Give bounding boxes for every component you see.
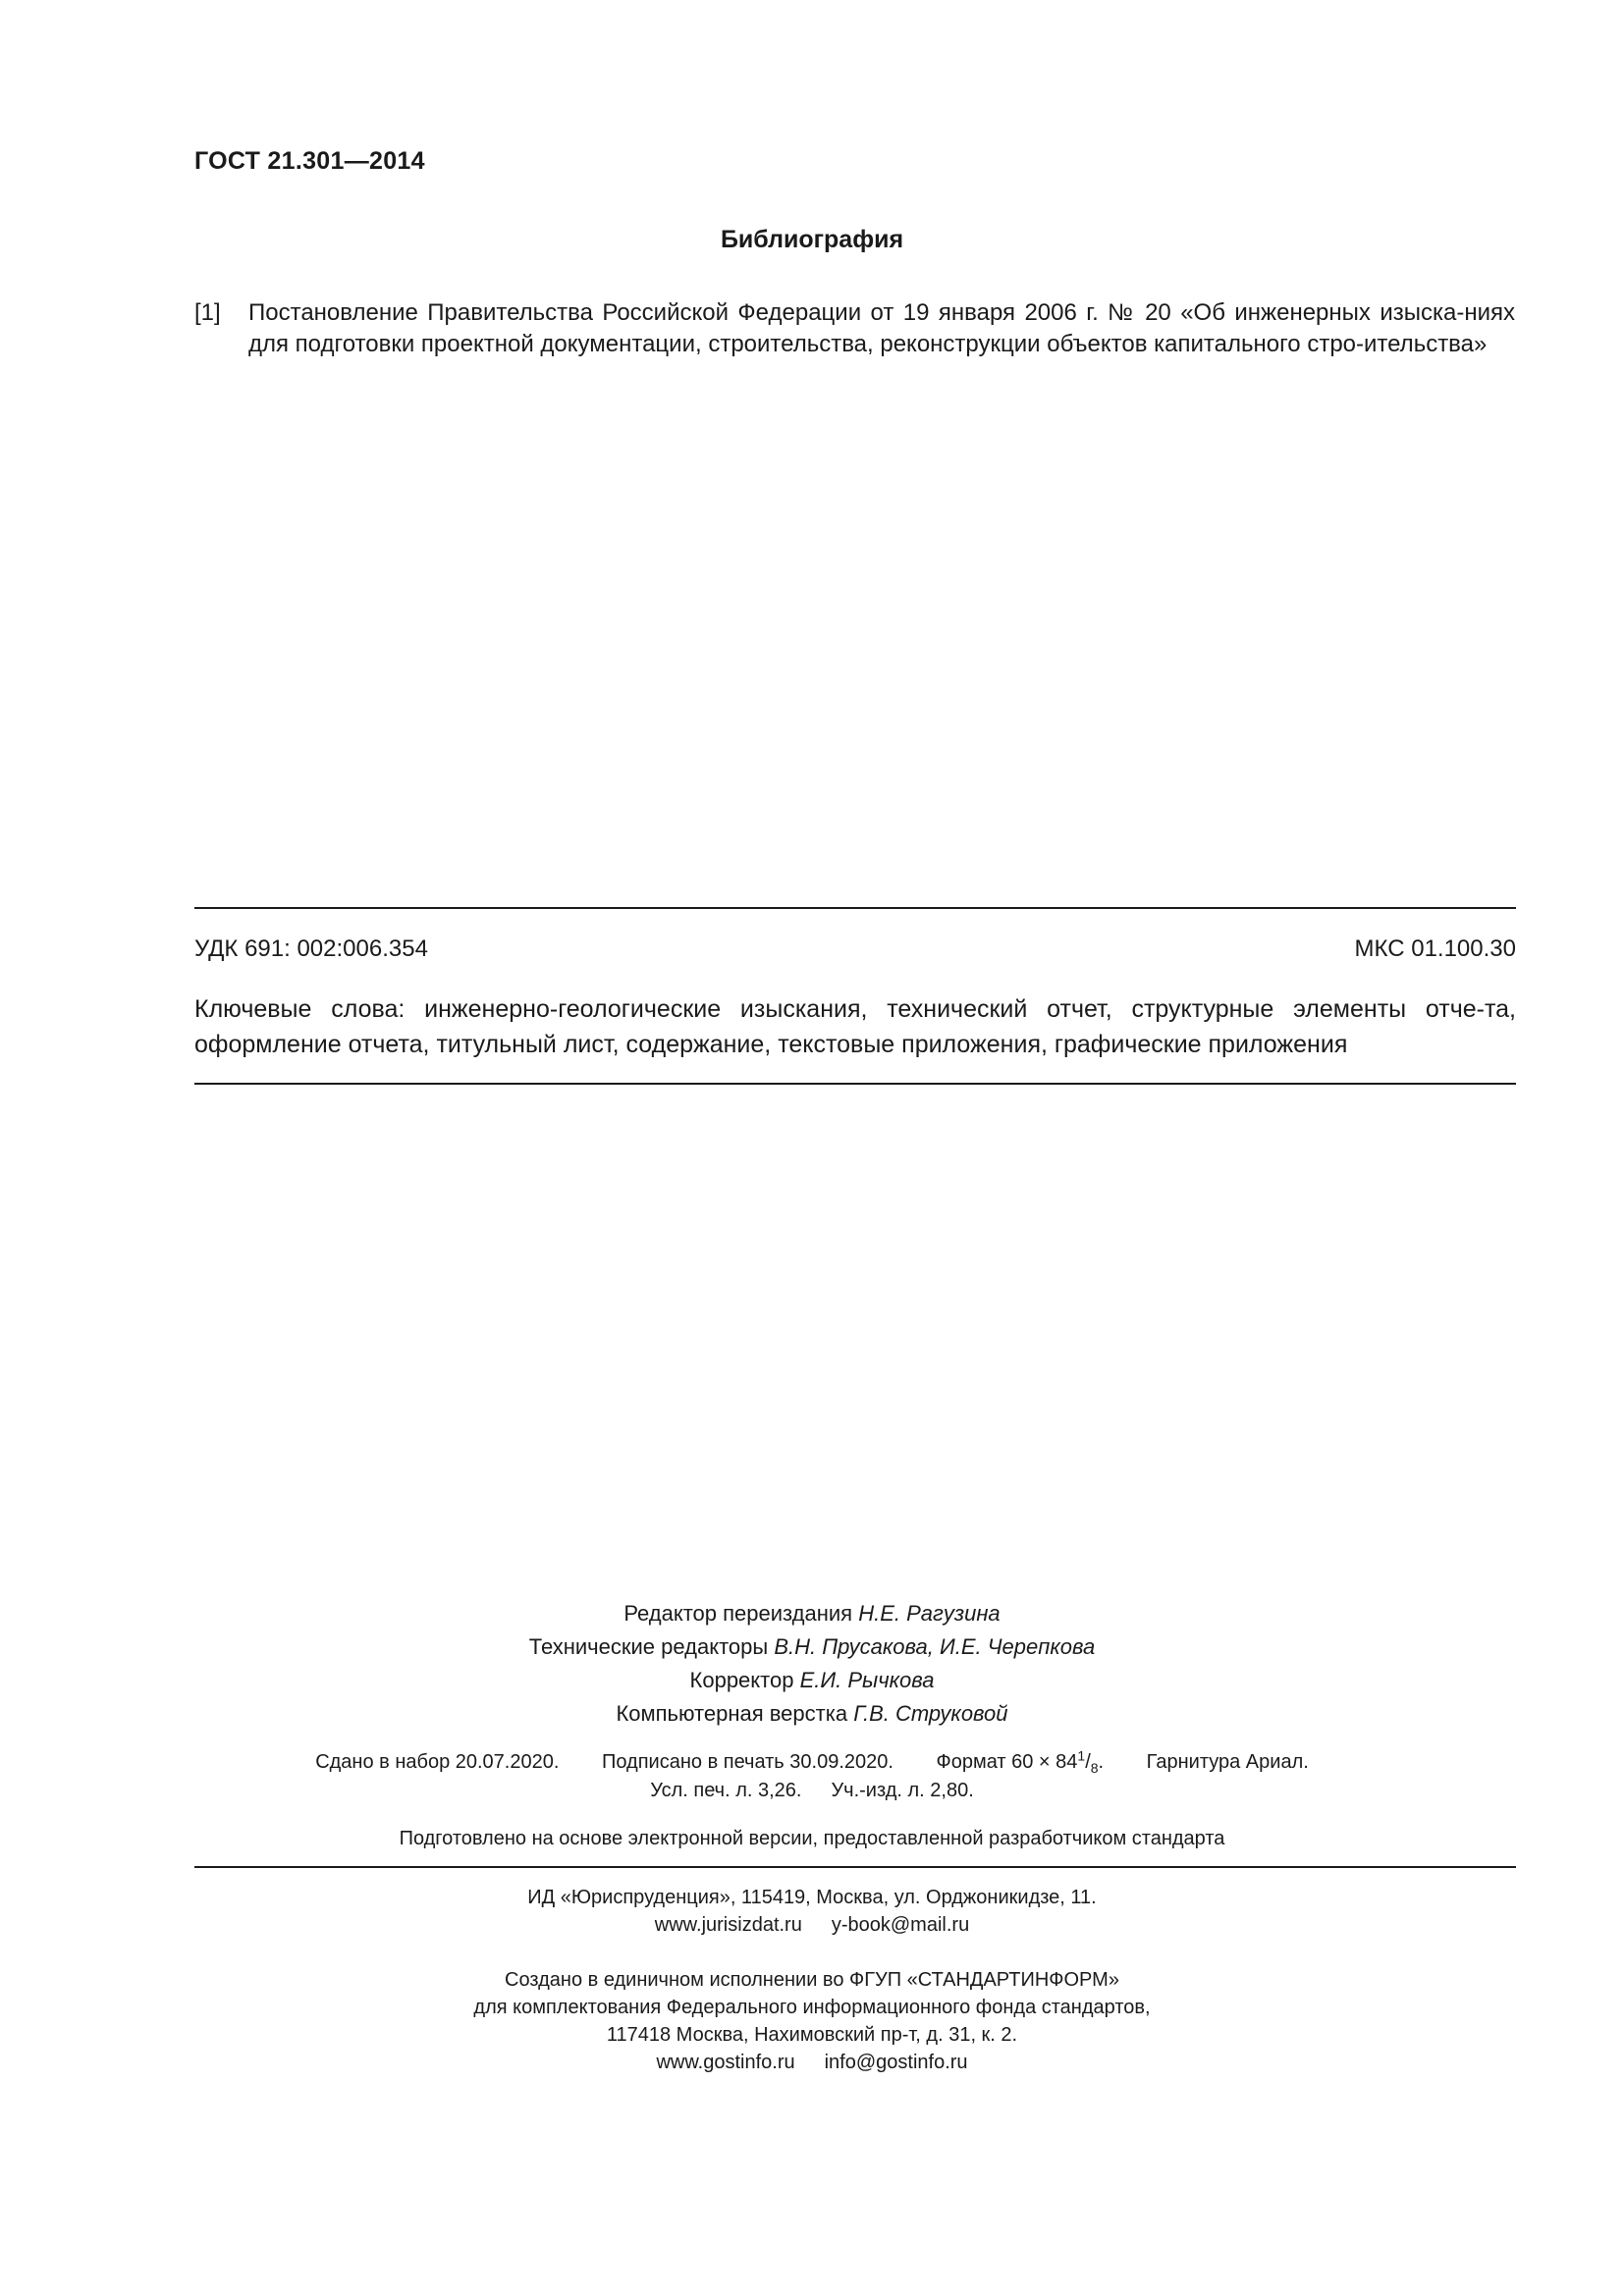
signed-date: Подписано в печать 30.09.2020. xyxy=(601,1750,893,1773)
credit-tech-editors-names: В.Н. Прусакова, И.Е. Черепкова xyxy=(774,1634,1096,1659)
credit-layout xyxy=(0,1697,1624,1731)
credits-block xyxy=(0,1597,1624,1731)
keywords-divider xyxy=(194,1083,1516,1085)
publisher-address: ИД «Юриспруденция», 115419, Москва, ул. Орджоникидзе, 11. xyxy=(527,1887,1097,1908)
sheets-row xyxy=(0,1780,1624,1802)
publisher-site: www.jurisizdat.ru xyxy=(654,1914,802,1936)
creator-site: www.gostinfo.ru xyxy=(656,2052,795,2073)
credit-layout-label: Компьютерная верстка xyxy=(616,1701,848,1726)
publisher-email: y-book@mail.ru xyxy=(831,1914,970,1936)
creator-line-3: 117418 Москва, Нахимовский пр-т, д. 31, к. 2. xyxy=(606,2024,1018,2046)
bibliography-title: Библиография xyxy=(720,226,904,253)
udk-code: УДК 691: 002:006.354 xyxy=(194,935,428,962)
credit-layout-name: Г.В. Струковой xyxy=(853,1701,1008,1726)
bibliography-item-text: Постановление Правительства Российской Федерации от 19 января 2006 г. № 20 «Об инженерных изыска-ниях для подготовки проектной документации, строительства, реконструкции объектов капитального стро-ительства» xyxy=(248,299,1515,357)
creator-line-2: для комплектования Федерального информационного фонда стандартов, xyxy=(473,1997,1151,2018)
creator-email: info@gostinfo.ru xyxy=(824,2052,968,2073)
typeset-date: Сдано в набор 20.07.2020. xyxy=(315,1750,560,1773)
document-code: ГОСТ 21.301—2014 xyxy=(194,147,425,175)
creator-line-1: Создано в единичном исполнении во ФГУП «СТАНДАРТИНФОРМ» xyxy=(505,1969,1119,1991)
credit-tech-editors-label: Технические редакторы xyxy=(528,1634,769,1659)
prepared-note: Подготовлено на основе электронной версии, предоставленной разработчиком стандарта xyxy=(399,1828,1225,1849)
credit-corrector-name: Е.И. Рычкова xyxy=(799,1668,935,1692)
credit-editor xyxy=(0,1597,1624,1630)
credit-editor-name: Н.Е. Рагузина xyxy=(858,1601,1001,1626)
print-sheets: Усл. печ. л. 3,26. xyxy=(650,1780,802,1801)
paper-format: Формат $60 \times 84^1/_8$. xyxy=(936,1747,1105,1776)
publisher-contacts xyxy=(0,1914,1624,1937)
publisher-divider xyxy=(194,1866,1516,1868)
bibliography-item-number: [1] xyxy=(194,299,221,326)
credit-corrector xyxy=(0,1664,1624,1697)
credit-tech-editors xyxy=(0,1630,1624,1664)
top-divider xyxy=(194,907,1516,909)
credit-editor-label: Редактор переиздания xyxy=(623,1601,853,1626)
creator-contacts xyxy=(0,2052,1624,2074)
publication-row xyxy=(0,1747,1624,1776)
credit-corrector-label: Корректор xyxy=(689,1668,794,1692)
pub-sheets: Уч.-изд. л. 2,80. xyxy=(831,1780,974,1801)
mks-code: МКС 01.100.30 xyxy=(1354,935,1516,962)
typeface: Гарнитура Ариал. xyxy=(1146,1750,1309,1773)
keywords: Ключевые слова: инженерно-геологические изыскания, технический отчет, структурные элементы отче-та, оформление отчета, титульный лист, содержание, текстовые приложения, графические приложения xyxy=(194,995,1516,1058)
